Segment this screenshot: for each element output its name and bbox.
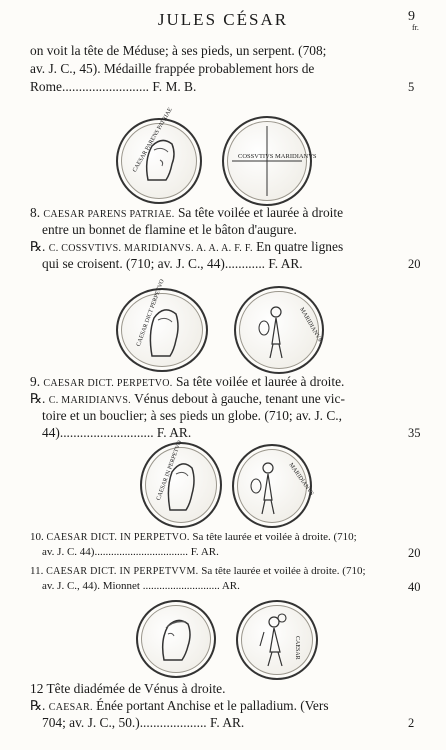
veiled-head-illustration: [118, 106, 200, 202]
entry12-line1: [30, 680, 225, 698]
entry8-number: 8.: [30, 205, 41, 220]
coin-10-reverse-legend: MARIDIANVS: [287, 462, 315, 498]
coin-10-obverse: [140, 439, 222, 528]
standing-venus-illustration: [236, 288, 322, 372]
coin-8-obverse: [116, 106, 202, 204]
entry12-line3: 704; av. J. C., 50.).................... F. AR.: [42, 715, 245, 730]
entry10-legend: CAESAR DICT. IN PERPETVO.: [46, 532, 190, 543]
entry12-description: Tête diadémée de Vénus à droite.: [46, 681, 226, 696]
entry11-line2: av. J. C., 44). Mionnet ............................ AR.: [42, 580, 240, 592]
entry9-description: Sa tête voilée et laurée à droite.: [175, 374, 345, 389]
entry12-number: 12: [30, 681, 44, 696]
coin-8-reverse-legend: COSSVTIVS MARIDIANVS: [238, 153, 317, 160]
entry12-price: 2: [408, 716, 415, 730]
entry10-price: 20: [408, 546, 421, 560]
price-unit-label: fr.: [412, 23, 419, 32]
coin-12-obverse: [136, 600, 216, 678]
entry9-line3: toire et un bouclier; à ses pieds un globe. (710; av. J. C.,: [42, 408, 342, 423]
entry10-description: Sa tête laurée et voilée à droite. (710;: [192, 531, 357, 543]
entry8-price: 20: [408, 257, 421, 271]
entry8-description: Sa tête voilée et laurée à droite: [177, 205, 344, 220]
coin-12-reverse: [236, 600, 318, 680]
entry9-legend: CAESAR DICT. PERPETVO.: [43, 378, 173, 389]
standing-venus-illustration: [234, 446, 315, 526]
entry8-line4: qui se croisent. (710; av. J. C., 44)............ F. AR.: [42, 256, 303, 271]
entry9-number: 9.: [30, 374, 41, 389]
entry10-line1: [30, 530, 357, 545]
entry9-reverse-legend: C. MARIDIANVS.: [48, 395, 131, 406]
coin-9-obverse-legend: CAESAR DICT PERPETVO: [135, 278, 166, 348]
entry11-description: Sa tête laurée et voilée à droite. (710;: [201, 565, 366, 577]
page-number: 9: [408, 9, 415, 24]
entry8-line2: entre un bonnet de flamine et le bâton d'augure.: [42, 222, 297, 237]
reverse-mark: ℞.: [30, 391, 46, 406]
entry7-line3: Rome.......................... F. M. B.: [30, 79, 197, 94]
entry7-line1: on voit la tête de Méduse; à ses pieds, un serpent. (708;: [30, 43, 327, 58]
entry11-price: 40: [408, 580, 421, 594]
entry7-line2: av. J. C., 45). Médaille frappée probablement hors de: [30, 61, 315, 76]
entry11-number: 11.: [30, 565, 44, 577]
crossed-lines-illustration: [224, 118, 317, 204]
reverse-mark: ℞.: [30, 239, 46, 254]
coin-10-obverse-legend: CAESAR IN PERPETVO: [155, 439, 184, 502]
entry8-reverse-legend: C. COSSVTIVS. MARIDIANVS. A. A. A. F. F.: [48, 243, 253, 254]
coin-9-obverse: [116, 278, 208, 372]
entry8-reverse-text: En quatre lignes: [256, 239, 344, 254]
venus-head-illustration: [138, 602, 214, 676]
entry12-reverse-text: Énée portant Anchise et le palladium. (Vers: [96, 698, 329, 713]
entry9-reverse-text: Vénus debout à gauche, tenant une vic-: [134, 391, 345, 406]
entry11-line1: [30, 564, 366, 579]
entry12-reverse-legend: CAESAR.: [48, 702, 93, 713]
coin-9-reverse: [234, 286, 324, 374]
coin-12-reverse-legend: CAESAR: [294, 636, 300, 660]
entry9-line4: 44)............................ F. AR.: [42, 425, 192, 440]
reverse-mark: ℞.: [30, 698, 46, 713]
veiled-head-illustration: [118, 278, 206, 370]
coin-10-reverse: [232, 444, 315, 528]
coin-9-reverse-legend: MARIDIANVS: [298, 306, 323, 344]
veiled-head-illustration: [142, 439, 220, 526]
coin-8-reverse: [222, 116, 317, 206]
entry8-legend: CAESAR PARENS PATRIAE.: [43, 209, 175, 220]
entry7-price: 5: [408, 80, 415, 94]
entry9-price: 35: [408, 426, 421, 440]
coin-8-obverse-legend: CAESAR PARENS PATRIAE: [132, 106, 174, 174]
entry10-line2: av. J. C. 44).................................. F. AR.: [42, 546, 219, 558]
aeneas-anchises-illustration: [238, 602, 316, 678]
running-title: JULES CÉSAR: [157, 10, 289, 29]
entry11-legend: CAESAR DICT. IN PERPETVVM.: [46, 566, 199, 577]
entry10-number: 10.: [30, 531, 44, 543]
